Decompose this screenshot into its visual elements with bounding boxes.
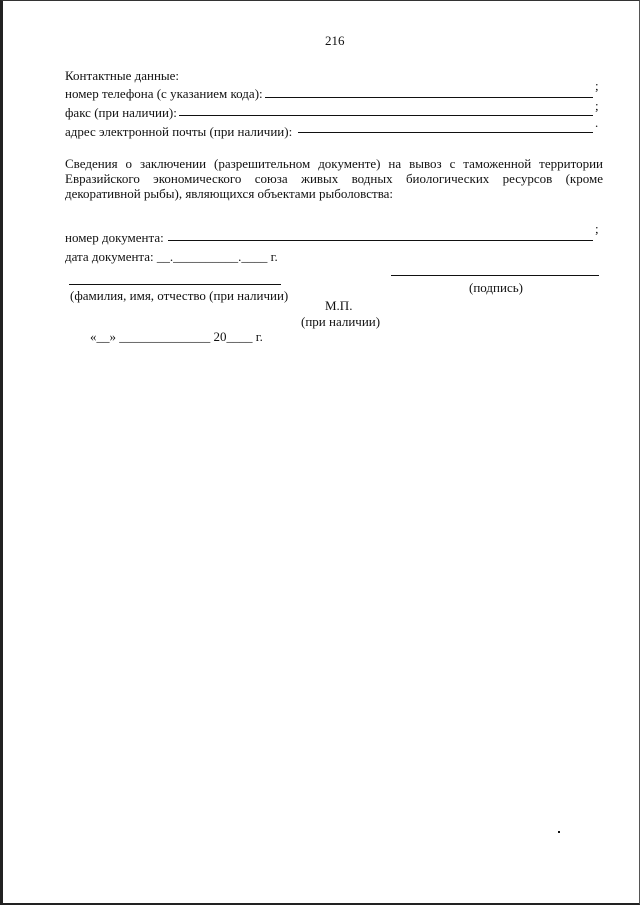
- fax-end-mark: ;: [595, 98, 599, 113]
- signing-date-line: «__» ______________ 20____ г.: [90, 329, 263, 344]
- phone-end-mark: ;: [595, 78, 599, 93]
- contacts-heading: Контактные данные:: [65, 68, 180, 83]
- conclusion-paragraph: Сведения о заключении (разрешительном документе) на вывоз с таможенной территории Евразийского экономического союза живых водных биологических ресурсов (кроме декоративной рыбы), являющихся объектами рыболовства:: [65, 156, 603, 201]
- phone-field-line[interactable]: [265, 97, 593, 98]
- fio-caption: (фамилия, имя, отчество (при наличии): [70, 288, 289, 303]
- email-end-mark: .: [595, 115, 599, 130]
- doc-date-line: дата документа: __.__________.____ г.: [65, 249, 278, 264]
- page-number: 216: [325, 33, 345, 48]
- stamp-note: (при наличии): [301, 314, 381, 329]
- stamp-label: М.П.: [325, 298, 353, 313]
- scan-speck: [558, 831, 560, 833]
- email-label: адрес электронной почты (при наличии):: [65, 124, 293, 139]
- doc-number-end-mark: ;: [595, 221, 599, 236]
- signature-caption: (подпись): [469, 280, 523, 295]
- fax-field-line[interactable]: [179, 115, 593, 116]
- signature-field-line[interactable]: [391, 275, 599, 276]
- fax-label: факс (при наличии):: [65, 105, 177, 120]
- fio-field-line[interactable]: [69, 284, 281, 285]
- doc-number-field-line[interactable]: [168, 240, 593, 241]
- phone-label: номер телефона (с указанием кода):: [65, 86, 263, 101]
- email-field-line[interactable]: [298, 132, 593, 133]
- doc-number-label: номер документа:: [65, 230, 164, 245]
